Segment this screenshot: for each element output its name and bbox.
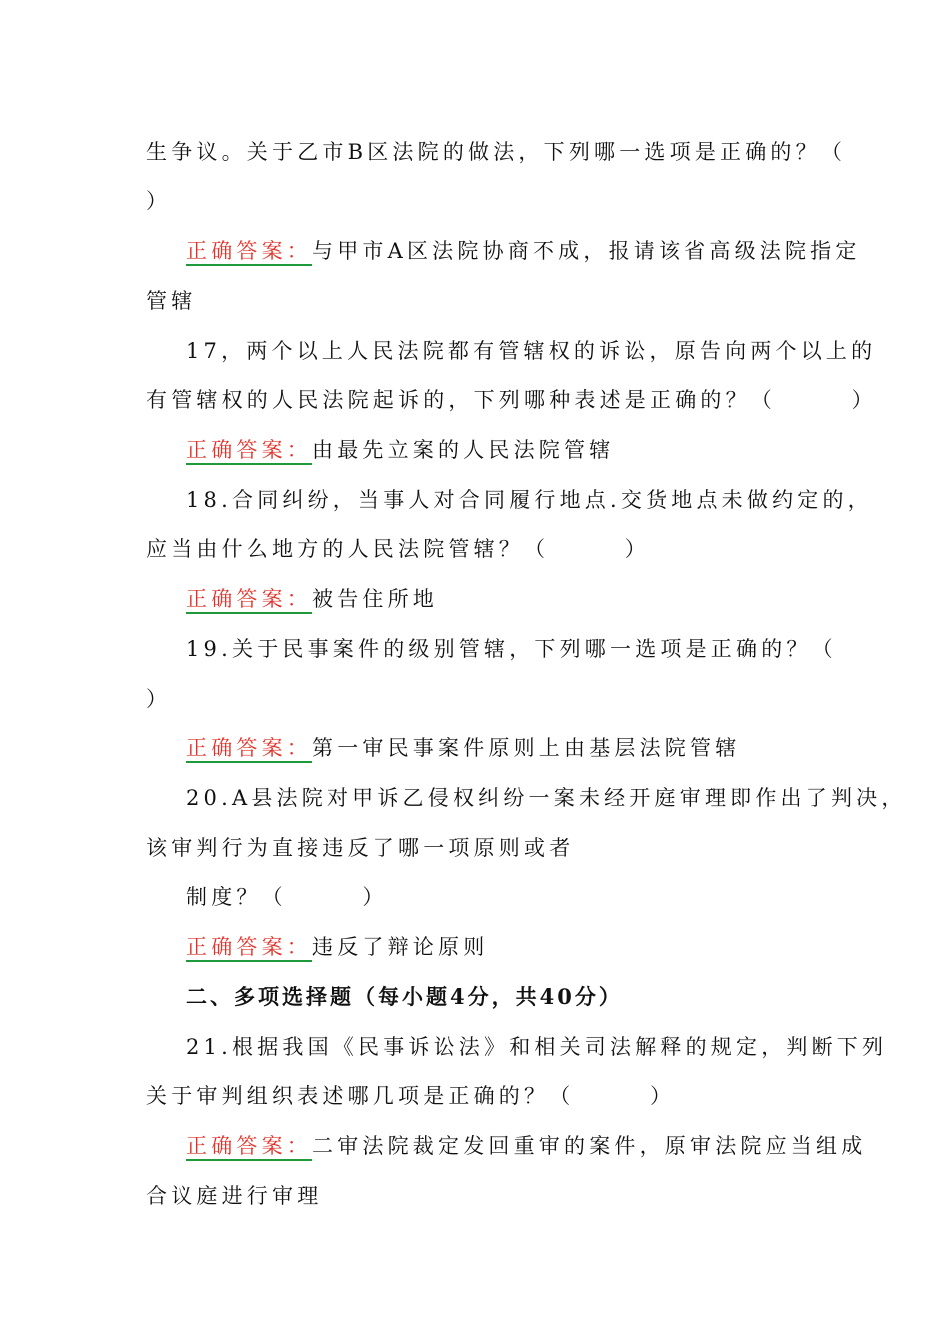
question-20-line-3: 制度？（ ） [186, 885, 388, 909]
answer-16 [186, 236, 861, 266]
section-heading: 二、多项选择题（每小题4分，共40分） [186, 984, 623, 1009]
question-19-line-1: 19.关于民事案件的级别管辖，下列哪一选项是正确的？（ [186, 637, 837, 661]
question-21-line-2: 关于审判组织表述哪几项是正确的？（ ） [146, 1084, 676, 1108]
answer-21-line-2: 合议庭进行审理 [146, 1184, 323, 1208]
question-16-line-1: 生争议。关于乙市B区法院的做法，下列哪一选项是正确的？（ [146, 140, 847, 164]
answer-label: 正确答案： [186, 935, 312, 962]
answer-text: 违反了辩论原则 [312, 935, 489, 959]
question-19-line-2: ） [146, 687, 172, 711]
answer-label: 正确答案： [186, 587, 312, 614]
answer-19 [186, 733, 740, 763]
answer-text: 二审法院裁定发回重审的案件，原审法院应当组成 [312, 1134, 867, 1158]
question-21-line-1: 21.根据我国《民事诉讼法》和相关司法解释的规定，判断下列 [186, 1035, 888, 1059]
question-18-line-1: 18.合同纠纷，当事人对合同履行地点.交货地点未做约定的， [186, 488, 873, 512]
question-20-line-1: 20.A县法院对甲诉乙侵权纠纷一案未经开庭审理即作出了判决， [186, 786, 907, 810]
answer-label: 正确答案： [186, 1134, 312, 1161]
answer-label: 正确答案： [186, 736, 312, 763]
question-16-line-2: ） [146, 189, 172, 213]
answer-text: 由最先立案的人民法院管辖 [312, 438, 615, 462]
answer-text: 与甲市A区法院协商不成，报请该省高级法院指定 [312, 239, 861, 263]
question-18-line-2: 应当由什么地方的人民法院管辖？（ ） [146, 537, 650, 561]
answer-20 [186, 932, 488, 962]
answer-16-line-2: 管辖 [146, 289, 197, 313]
question-20-line-2: 该审判行为直接违反了哪一项原则或者 [146, 836, 575, 860]
question-17-line-2: 有管辖权的人民法院起诉的，下列哪种表述是正确的？（ ） [146, 388, 877, 412]
answer-label: 正确答案： [186, 239, 312, 266]
answer-text: 被告住所地 [312, 587, 438, 611]
answer-label: 正确答案： [186, 438, 312, 465]
answer-21 [186, 1131, 866, 1161]
question-17-line-1: 17，两个以上人民法院都有管辖权的诉讼，原告向两个以上的 [186, 339, 877, 363]
answer-17 [186, 435, 614, 465]
answer-18 [186, 584, 438, 614]
answer-text: 第一审民事案件原则上由基层法院管辖 [312, 736, 741, 760]
